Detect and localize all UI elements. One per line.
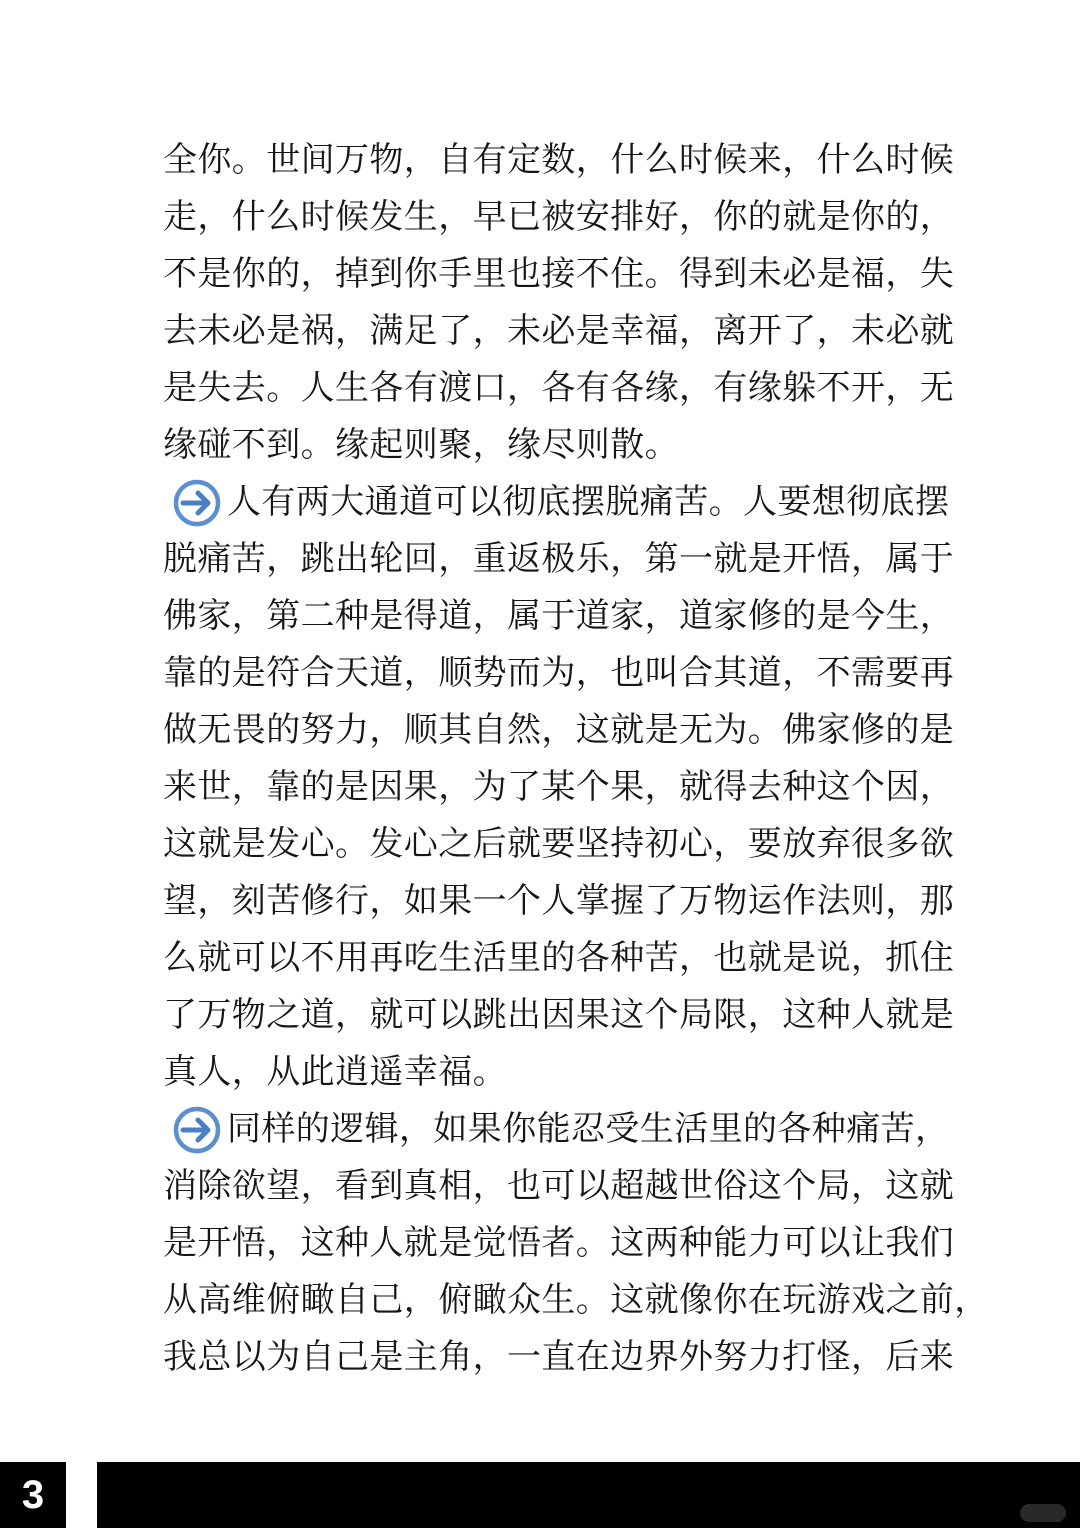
- text-line-content: 从高维俯瞰自己，俯瞰众生。这就像你在玩游戏之前，: [163, 1280, 989, 1320]
- text-line-content: 佛家，第二种是得道，属于道家，道家修的是今生，: [163, 596, 955, 636]
- text-line: [163, 360, 955, 417]
- text-line-content: 真人，从此逍遥幸福。: [163, 1052, 507, 1092]
- text-line: [163, 246, 955, 303]
- text-line-content: 望，刻苦修行，如果一个人掌握了万物运作法则，那: [163, 881, 955, 921]
- text-line: [163, 303, 955, 360]
- watermark-logo: [1020, 1504, 1066, 1522]
- text-line-content: 我总以为自己是主角，一直在边界外努力打怪，后来: [163, 1337, 955, 1377]
- text-line: [163, 1044, 923, 1101]
- text-line-content: 人有两大通道可以彻底摆脱痛苦。人要想彻底摆: [227, 482, 950, 522]
- text-line: [163, 417, 923, 474]
- text-line: [163, 132, 955, 189]
- text-line-content: 全你。世间万物，自有定数，什么时候来，什么时候: [163, 140, 955, 180]
- text-line: [163, 873, 955, 930]
- text-line-content: 么就可以不用再吃生活里的各种苦，也就是说，抓住: [163, 938, 955, 978]
- text-line-content: 同样的逻辑，如果你能忍受生活里的各种痛苦，: [227, 1109, 950, 1149]
- paragraph-start-line: [163, 474, 950, 531]
- text-line-content: 靠的是符合天道，顺势而为，也叫合其道，不需要再: [163, 653, 955, 693]
- text-line-content: 了万物之道，就可以跳出因果这个局限，这种人就是: [163, 995, 955, 1035]
- circle-arrow-right-icon: [171, 1104, 223, 1156]
- text-line-content: 是失去。人生各有渡口，各有各缘，有缘躲不开，无: [163, 368, 955, 408]
- text-line: [163, 987, 955, 1044]
- text-line: [163, 1215, 955, 1272]
- body-text: [163, 132, 989, 1386]
- text-line: [163, 816, 955, 873]
- text-line-content: 脱痛苦，跳出轮回，重返极乐，第一就是开悟，属于: [163, 539, 955, 579]
- text-line: [163, 1158, 955, 1215]
- text-line-content: 去未必是祸，满足了，未必是幸福，离开了，未必就: [163, 311, 955, 351]
- circle-arrow-right-icon: [171, 477, 223, 529]
- text-line-content: 是开悟，这种人就是觉悟者。这两种能力可以让我们: [163, 1223, 955, 1263]
- text-line: [163, 759, 955, 816]
- text-line-content: 消除欲望，看到真相，也可以超越世俗这个局，这就: [163, 1166, 955, 1206]
- page-number: 3: [0, 1462, 66, 1528]
- page-footer: [0, 1462, 1080, 1528]
- text-line: [163, 645, 955, 702]
- text-line-content: 缘碰不到。缘起则聚，缘尽则散。: [163, 425, 679, 465]
- text-line: [163, 1272, 989, 1329]
- text-line: [163, 1329, 955, 1386]
- text-line: [163, 930, 955, 987]
- text-line: [163, 702, 955, 759]
- text-line-content: 这就是发心。发心之后就要坚持初心，要放弃很多欲: [163, 824, 955, 864]
- footer-bar: [97, 1462, 1080, 1528]
- text-line-content: 做无畏的努力，顺其自然，这就是无为。佛家修的是: [163, 710, 955, 750]
- paragraph-start-line: [163, 1101, 950, 1158]
- text-line-content: 不是你的，掉到你手里也接不住。得到未必是福，失: [163, 254, 955, 294]
- text-line-content: 走，什么时候发生，早已被安排好，你的就是你的，: [163, 197, 955, 237]
- text-line: [163, 531, 955, 588]
- text-line: [163, 588, 955, 645]
- text-line-content: 来世，靠的是因果，为了某个果，就得去种这个因，: [163, 767, 955, 807]
- text-line: [163, 189, 955, 246]
